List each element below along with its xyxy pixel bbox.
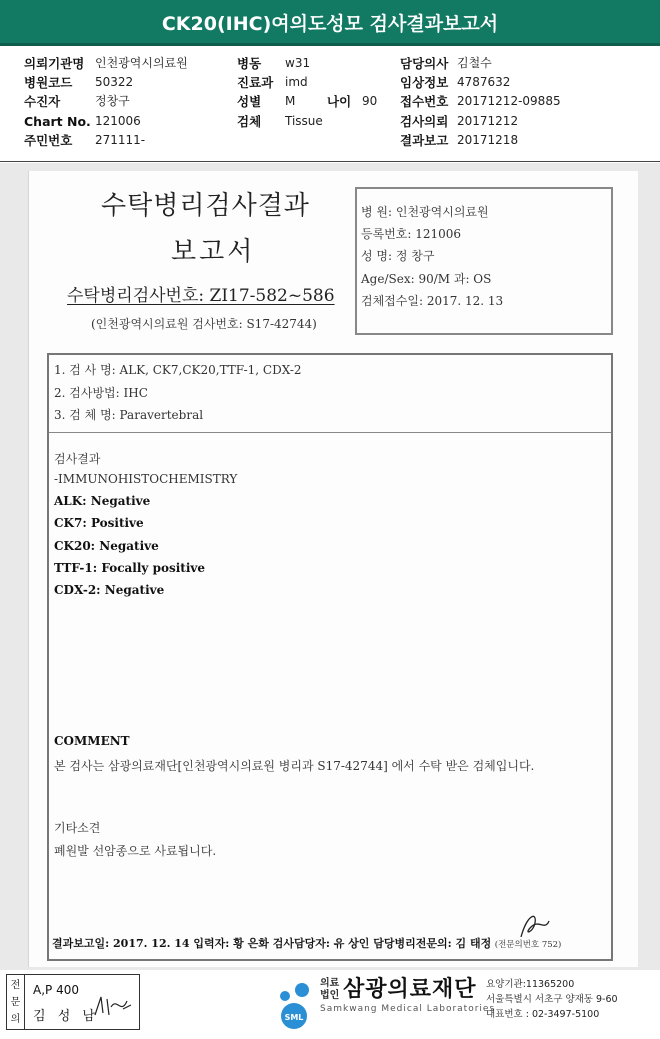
age-label: 나이 [327, 94, 352, 109]
info-value: 50322 [95, 75, 134, 89]
comment-text: 본 검사는 삼광의료재단[인천광역시의료원 병리과 S17-42744] 에서 수탁 받은 검체입니다. [54, 759, 535, 773]
specialist-signature [93, 993, 133, 1019]
org-info-line: 서울특별시 서초구 양재동 9-60 [486, 994, 618, 1005]
specialist-side-label [7, 975, 25, 1029]
info-value: 20171218 [457, 133, 519, 147]
age-value: 90 [362, 94, 378, 108]
info-value: 김철수 [457, 56, 492, 70]
hospital-exam-number: (인천광역시의료원 검사번호: S17-42744) [91, 317, 317, 331]
id-line: 검체접수일: 2017. 12. 13 [361, 294, 504, 308]
comment-header: COMMENT [54, 734, 130, 748]
info-label: 진료과 [237, 75, 274, 90]
org-info-line: 대표번호 : 02-3497-5100 [486, 1009, 600, 1020]
report-title: CK20(IHC)여의도성모 검사결과보고서 [0, 0, 660, 46]
info-value: imd [285, 75, 308, 89]
exam-line: 2. 검사방법: IHC [54, 386, 148, 400]
exam-line: 1. 검 사 명: ALK, CK7,CK20,TTF-1, CDX-2 [54, 363, 302, 377]
other-findings-text: 폐원발 선암종으로 사료됩니다. [54, 844, 217, 858]
id-line: 등록번호: 121006 [361, 227, 462, 241]
result-item: CK20: Negative [54, 539, 159, 553]
result-box [47, 353, 613, 961]
info-label: 성별 [237, 94, 262, 109]
logo-text: SML [284, 1013, 304, 1022]
other-findings-header: 기타소견 [54, 821, 101, 835]
footer-note: (전문의번호 752) [494, 940, 562, 950]
info-value: w31 [285, 56, 311, 70]
result-item: CDX-2: Negative [54, 583, 165, 597]
specialist-box [6, 974, 140, 1030]
info-label: 병원코드 [24, 75, 73, 90]
info-label: 검사의뢰 [400, 114, 449, 129]
id-line: 성 명: 정 창구 [361, 249, 435, 263]
org-type [320, 978, 339, 1002]
info-label: 수진자 [24, 94, 61, 109]
report-subheading: 보고서 [171, 237, 256, 267]
org-type-line: 의료 [320, 978, 340, 989]
info-label: 검체 [237, 114, 262, 129]
scanned-report [0, 163, 660, 970]
id-line: 병 원: 인천광역시의료원 [361, 205, 489, 219]
report-heading: 수탁병리검사결과 [101, 191, 310, 221]
info-label: 의뢰기관명 [24, 56, 85, 71]
patient-info-grid [0, 50, 660, 162]
exam-info-section [49, 355, 611, 433]
pathologist-signature [513, 907, 553, 945]
info-label: 주민번호 [24, 133, 73, 148]
footer-banner [0, 970, 660, 1039]
info-value: M [285, 94, 296, 108]
id-line: Age/Sex: 90/M 과: OS [361, 272, 492, 286]
org-info-line: 요양기관:11365200 [486, 979, 575, 990]
info-value: 20171212 [457, 114, 519, 128]
side-char: 의 [10, 1014, 21, 1025]
side-char: 전 [10, 980, 21, 991]
info-value: 121006 [95, 114, 141, 128]
org-name: 삼광의료재단 [343, 977, 477, 1002]
info-label: 임상정보 [400, 75, 449, 90]
info-label: 담당의사 [400, 56, 449, 71]
exam-line: 3. 검 체 명: Paravertebral [54, 408, 204, 422]
result-item: TTF-1: Focally positive [54, 561, 205, 575]
specialist-code: A,P 400 [33, 983, 79, 997]
result-header: 검사결과 [54, 452, 101, 466]
info-label: 접수번호 [400, 94, 449, 109]
info-value: Tissue [285, 114, 323, 128]
side-char: 문 [10, 997, 21, 1008]
referral-number: 수탁병리검사번호: ZI17-582~586 [67, 286, 335, 306]
result-item: ALK: Negative [54, 494, 151, 508]
info-value: 4787632 [457, 75, 511, 89]
info-label: Chart No. [24, 114, 91, 129]
result-subheader: -IMMUNOHISTOCHEMISTRY [54, 472, 238, 486]
info-value: 정창구 [95, 94, 130, 108]
specialist-name: 김 성 남 [33, 1009, 99, 1024]
sml-logo-icon [272, 976, 318, 1030]
org-type-line: 법인 [320, 990, 340, 1001]
info-value: 20171212-09885 [457, 94, 561, 108]
result-item: CK7: Positive [54, 516, 144, 530]
info-value: 271111- [95, 133, 146, 147]
report-paper [28, 171, 638, 967]
info-label: 결과보고 [400, 133, 449, 148]
org-english-name: Samkwang Medical Laboratories [320, 1004, 496, 1014]
patient-id-box [355, 187, 613, 335]
info-label: 병동 [237, 56, 262, 71]
info-value: 인천광역시의료원 [95, 56, 188, 70]
footer-text: 결과보고일: 2017. 12. 14 입력자: 황 은화 검사담당자: 유 상인 담당병리전문의: 김 태정 [52, 937, 492, 950]
